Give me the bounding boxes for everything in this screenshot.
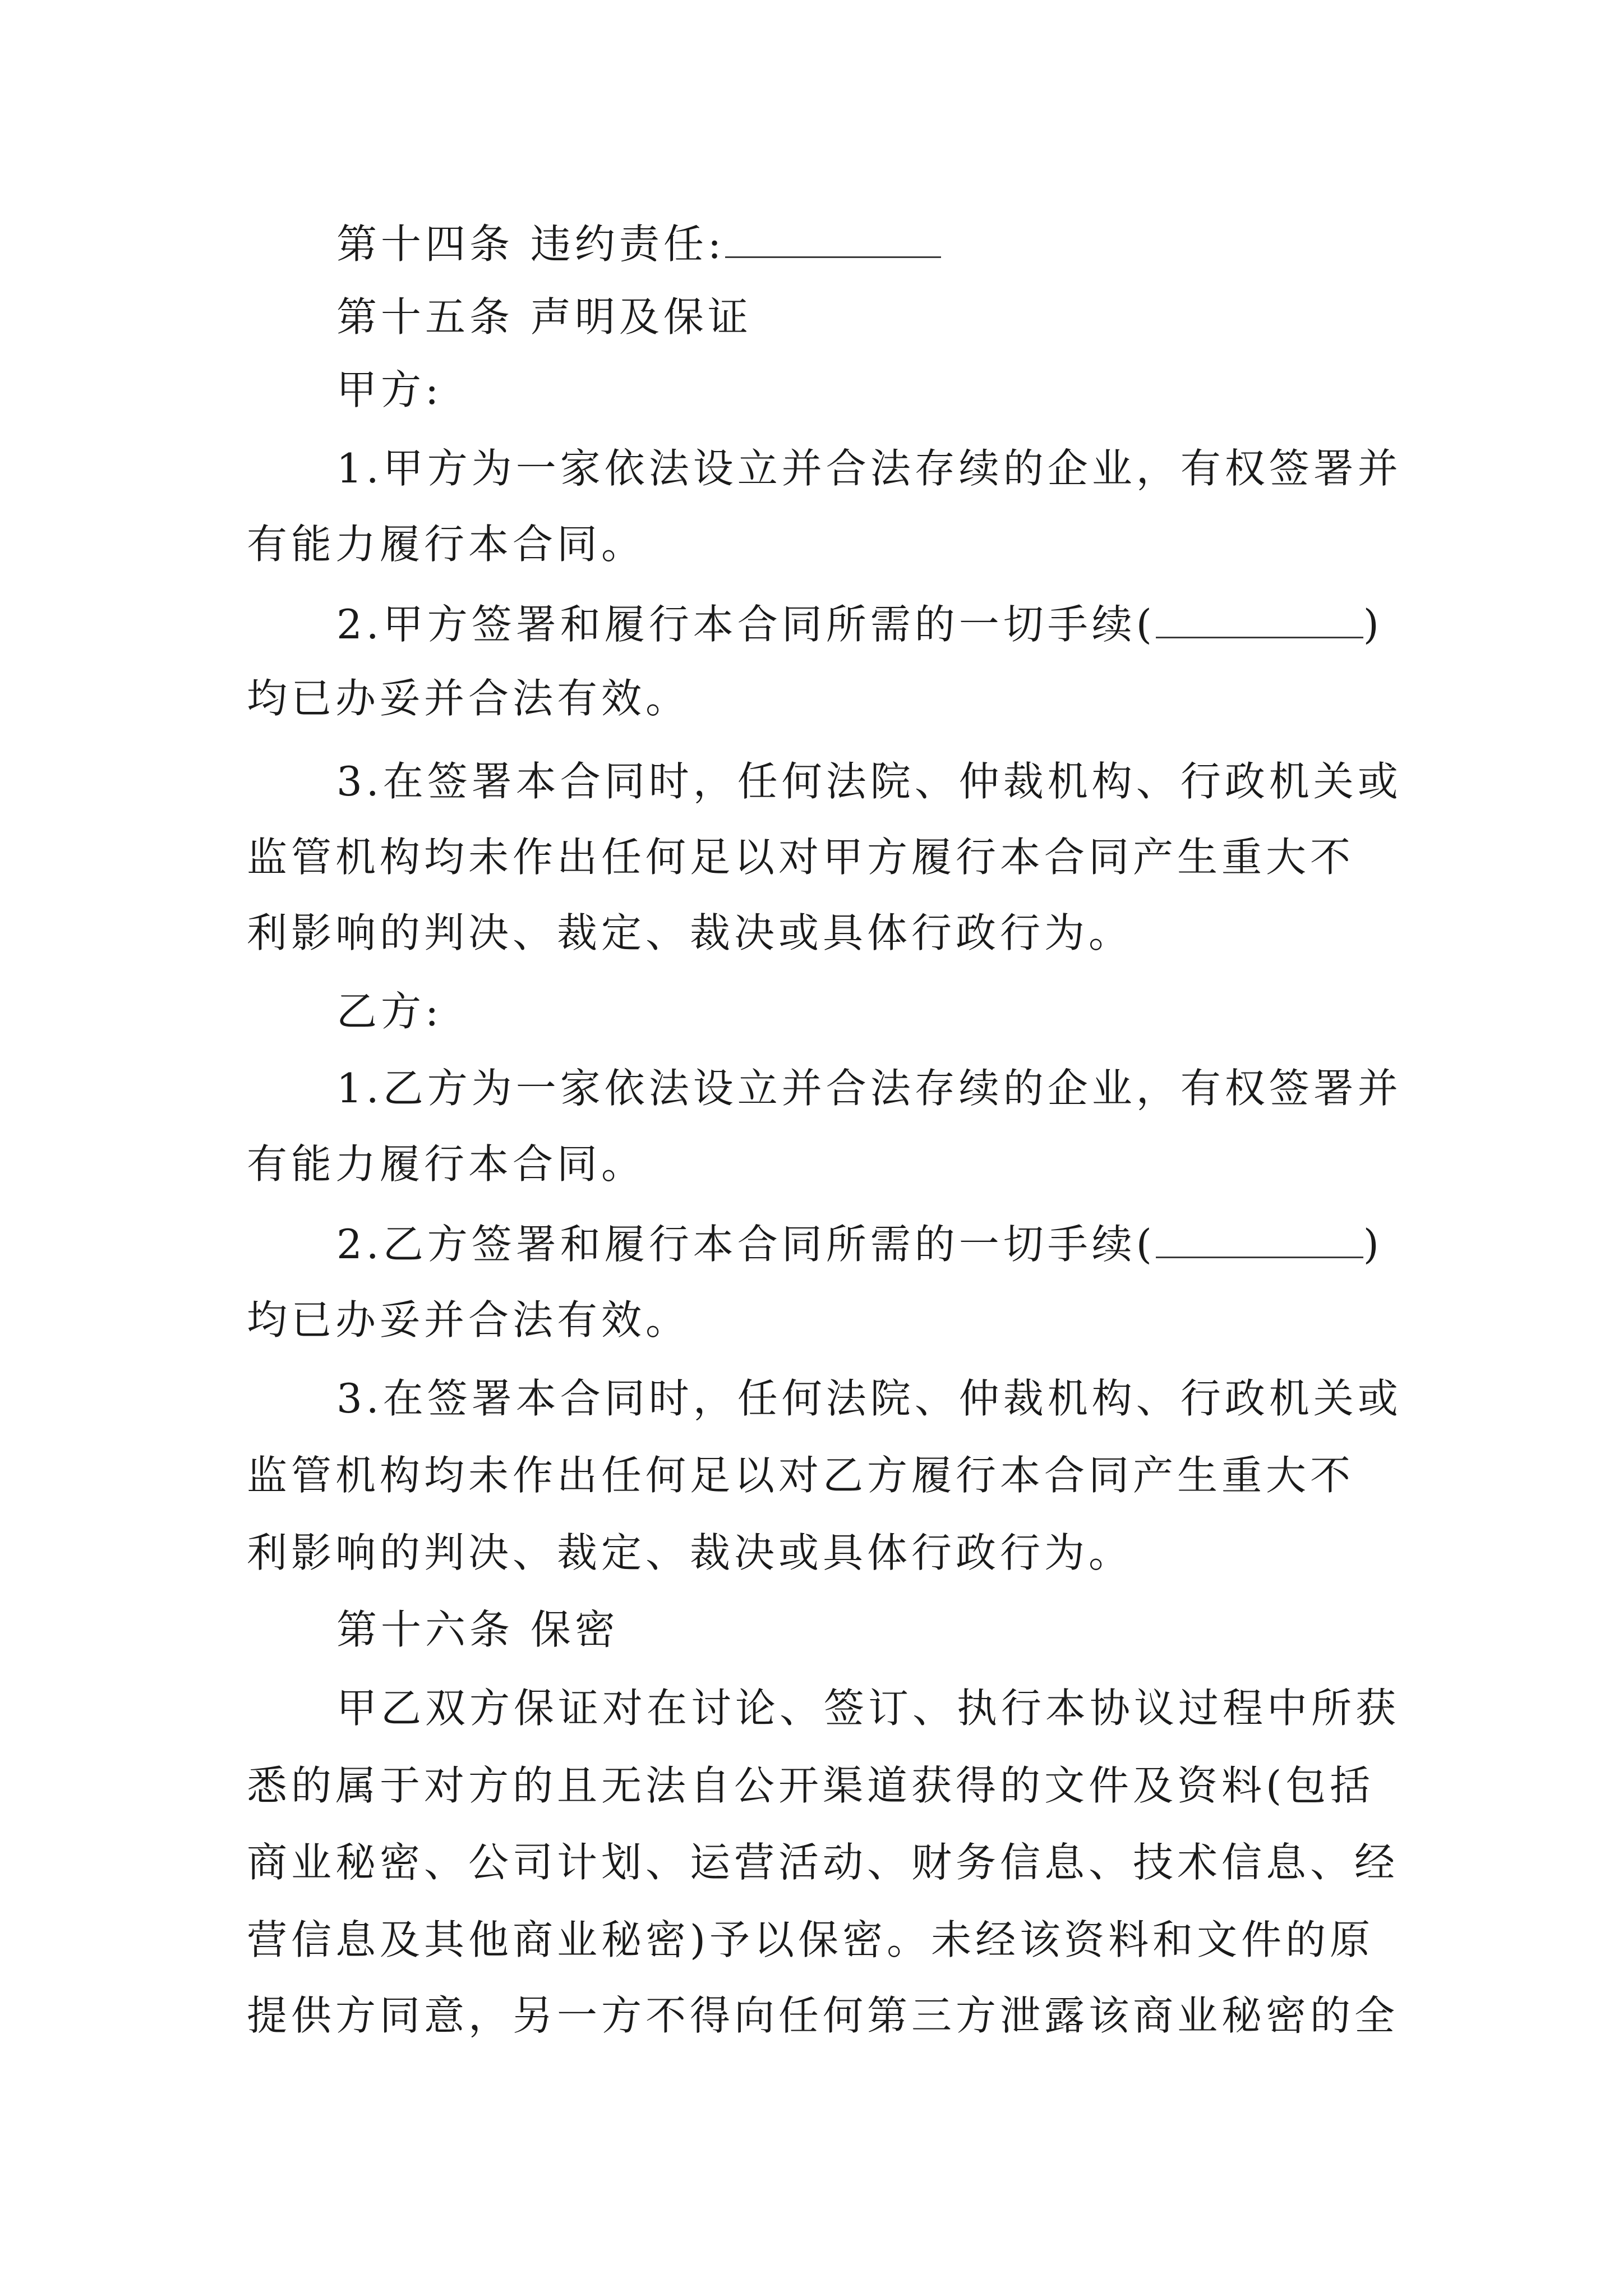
- party-b-clause-3-line-2: 监管机构均未作出任何足以对乙方履行本合同产生重大不: [247, 1452, 1355, 1499]
- article-15-heading: 第十五条 声明及保证: [336, 293, 752, 341]
- party-b-clause-2-text: 2.乙方签署和履行本合同所需的一切手续(: [336, 1221, 1156, 1268]
- article-14-heading: [336, 216, 1481, 272]
- fill-in-blank[interactable]: [725, 223, 941, 258]
- party-a-clause-3-line-1: 3.在签署本合同时，任何法院、仲裁机构、行政机关或: [336, 758, 1402, 805]
- confidentiality-line-3: 商业秘密、公司计划、运营活动、财务信息、技术信息、经: [247, 1839, 1399, 1886]
- confidentiality-line-5: 提供方同意，另一方不得向任何第三方泄露该商业秘密的全: [247, 1992, 1399, 2039]
- confidentiality-line-4: 营信息及其他商业秘密)予以保密。未经该资料和文件的原: [247, 1916, 1375, 1963]
- party-b-clause-2-line-2: 均已办妥并合法有效。: [247, 1296, 690, 1343]
- party-a-clause-2-line-1: [336, 596, 1481, 652]
- article-14-text: 第十四条 违约责任:: [336, 220, 726, 268]
- party-b-clause-3-line-1: 3.在签署本合同时，任何法院、仲裁机构、行政机关或: [336, 1375, 1402, 1422]
- party-a-label: 甲方:: [336, 366, 443, 413]
- party-a-clause-2-text: 2.甲方签署和履行本合同所需的一切手续(: [336, 601, 1156, 648]
- party-b-clause-1-line-1: 1.乙方为一家依法设立并合法存续的企业，有权签署并: [336, 1065, 1402, 1112]
- closing-paren: ): [1363, 601, 1383, 648]
- party-a-clause-1-line-2: 有能力履行本合同。: [247, 521, 646, 568]
- confidentiality-line-1: 甲乙双方保证对在讨论、签订、执行本协议过程中所获: [336, 1685, 1400, 1732]
- party-b-clause-1-line-2: 有能力履行本合同。: [247, 1140, 646, 1188]
- party-b-label: 乙方:: [336, 988, 443, 1035]
- fill-in-blank[interactable]: [1156, 1223, 1363, 1258]
- party-a-clause-1-line-1: 1.甲方为一家依法设立并合法存续的企业，有权签署并: [336, 445, 1402, 492]
- confidentiality-line-2: 悉的属于对方的且无法自公开渠道获得的文件及资料(包括: [247, 1762, 1375, 1809]
- party-a-clause-3-line-2: 监管机构均未作出任何足以对甲方履行本合同产生重大不: [247, 834, 1355, 881]
- article-16-heading: 第十六条 保密: [336, 1606, 619, 1653]
- party-a-clause-3-line-3: 利影响的判决、裁定、裁决或具体行政行为。: [247, 909, 1133, 956]
- fill-in-blank[interactable]: [1156, 603, 1363, 638]
- party-a-clause-2-line-2: 均已办妥并合法有效。: [247, 675, 690, 722]
- party-b-clause-3-line-3: 利影响的判决、裁定、裁决或具体行政行为。: [247, 1529, 1133, 1576]
- party-b-clause-2-line-1: [336, 1216, 1481, 1272]
- closing-paren: ): [1363, 1221, 1383, 1268]
